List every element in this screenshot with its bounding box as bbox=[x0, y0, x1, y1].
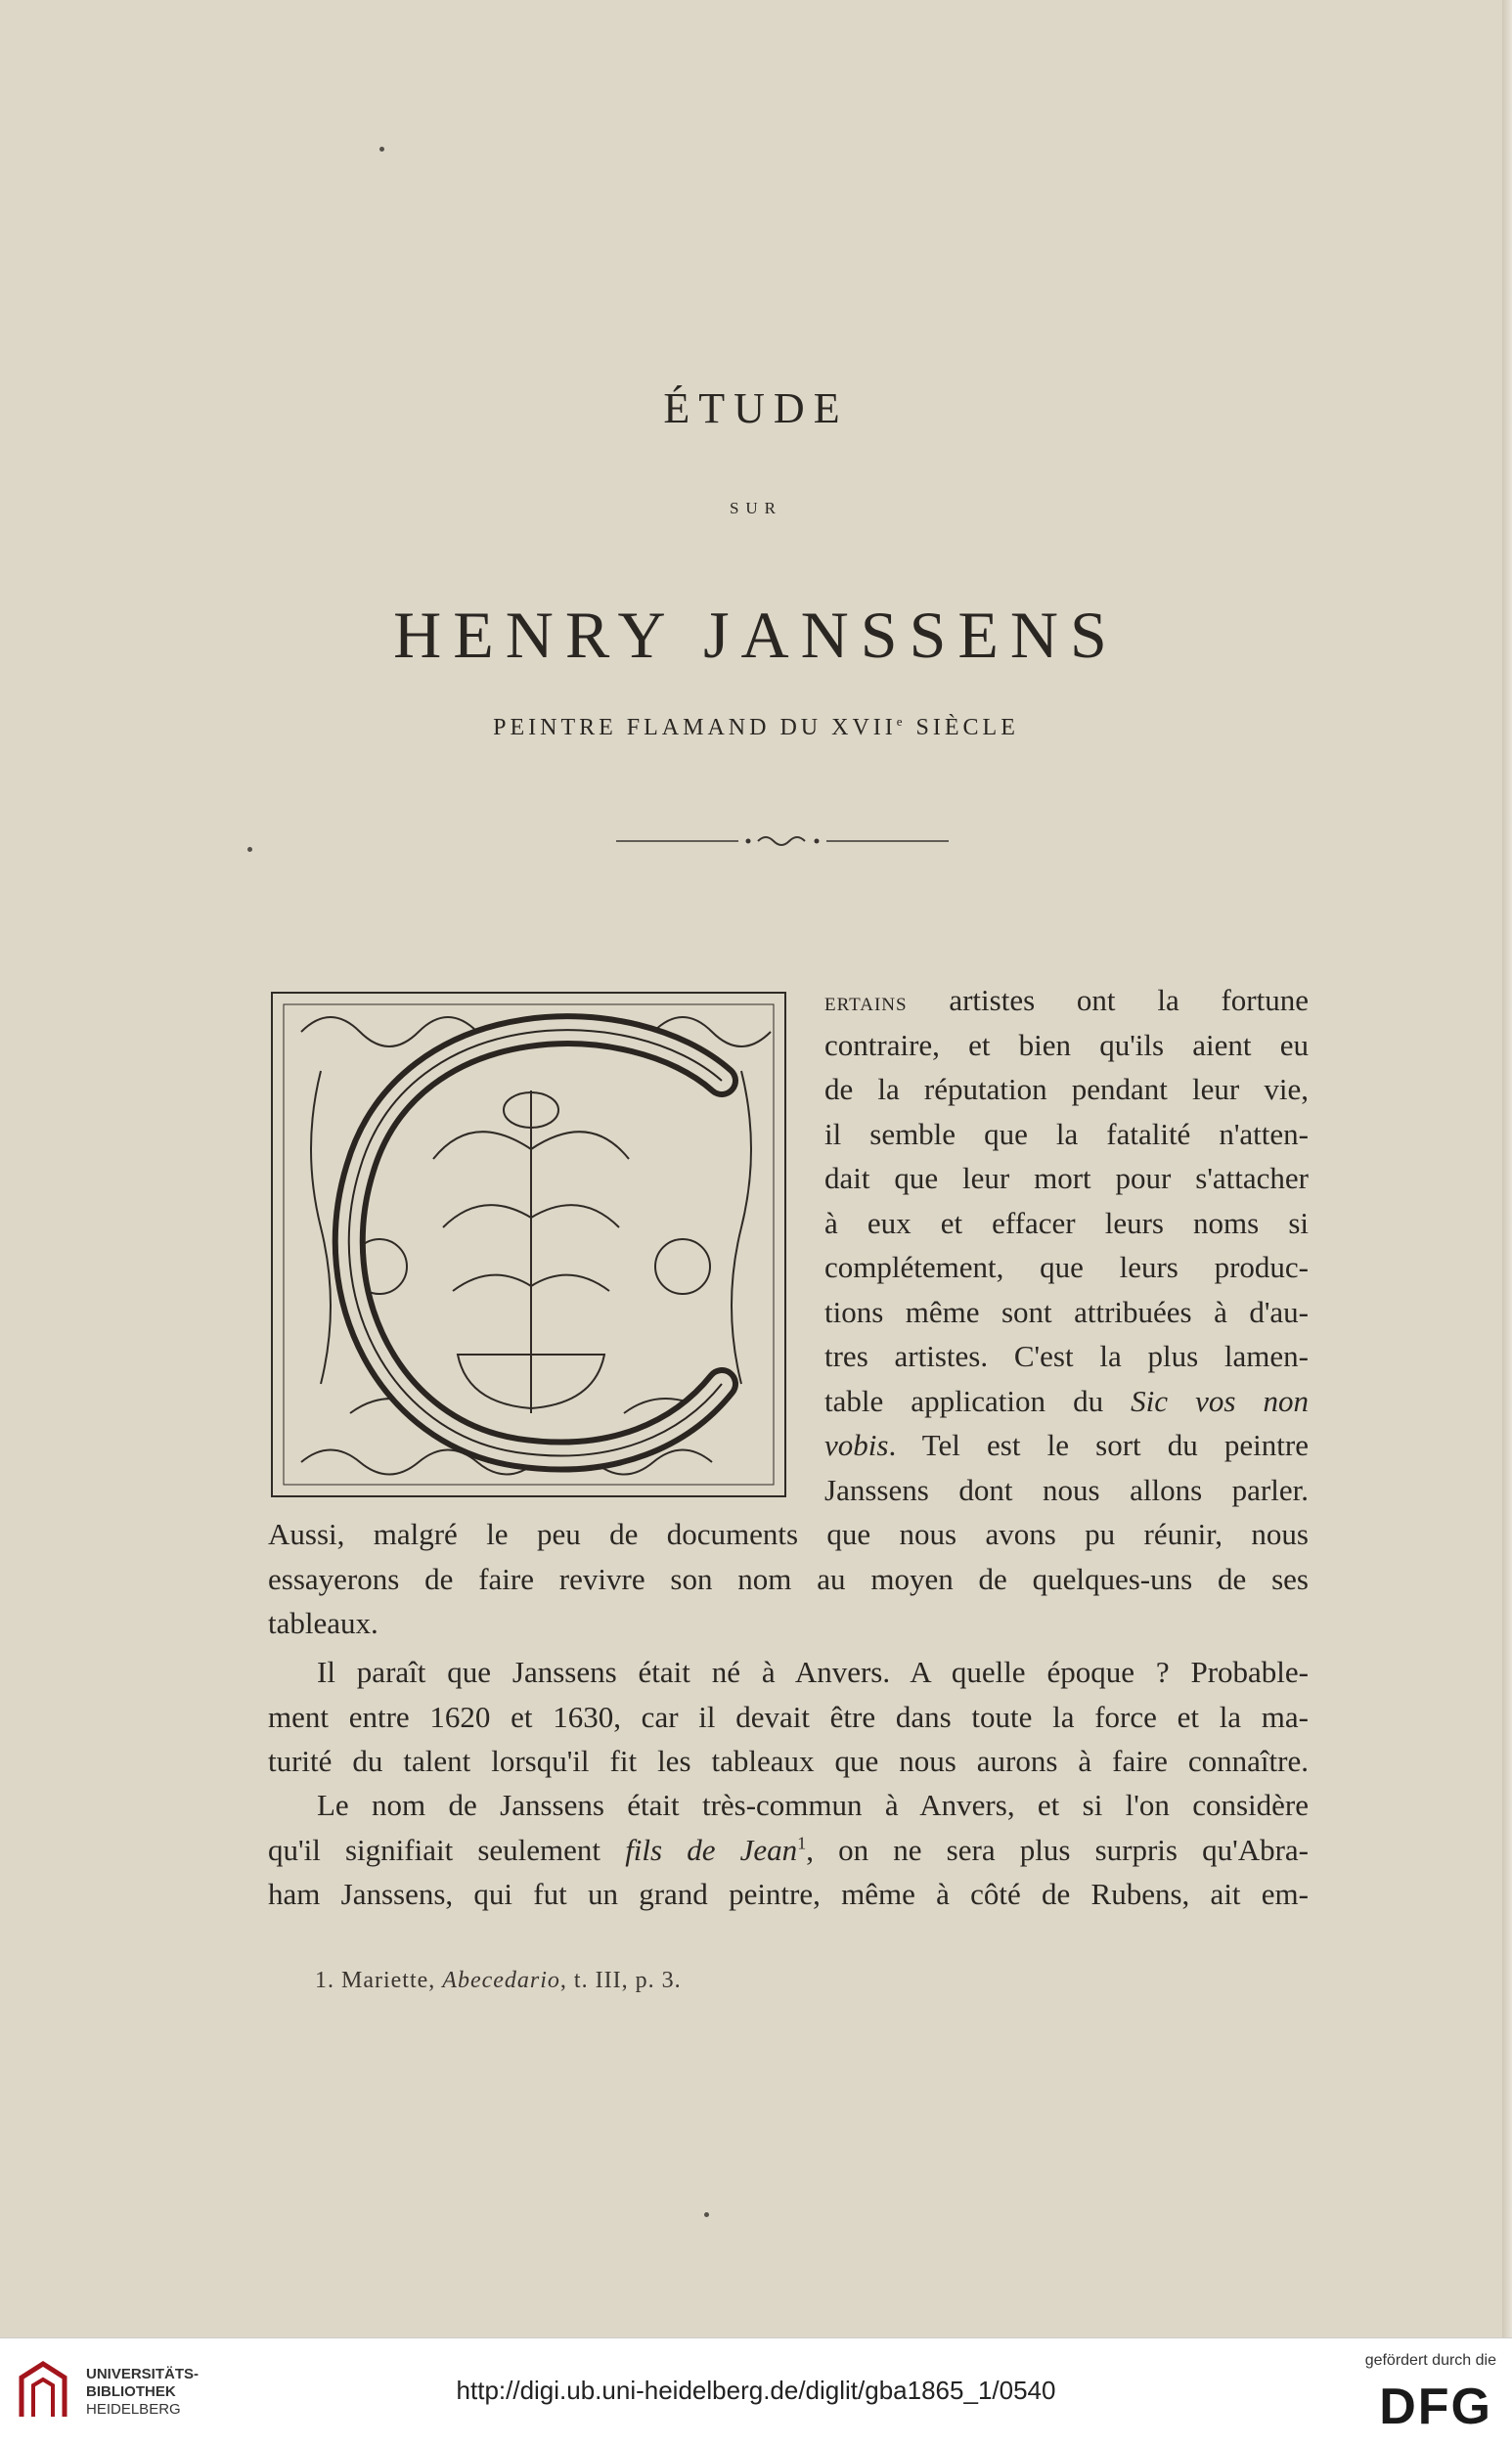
footnote: 1. Mariette, Abecedario, t. III, p. 3. bbox=[315, 1968, 682, 1993]
page-edge bbox=[1502, 0, 1512, 2337]
funded-by-label: gefördert durch die bbox=[1364, 2352, 1496, 2369]
speck bbox=[379, 147, 384, 152]
text-line: Janssens dont nous allons parler. bbox=[824, 1472, 1309, 1507]
decorated-initial-c-icon bbox=[262, 973, 800, 1516]
text-line: de la réputation pendant leur vie, bbox=[824, 1072, 1309, 1106]
text-line: ham Janssens, qui fut un grand peintre, même à côté de Rubens, ait em- bbox=[268, 1877, 1309, 1911]
text-line: Le nom de Janssens était très-commun à Anvers, et si l'on considère bbox=[317, 1788, 1309, 1822]
text-line: tableaux. bbox=[268, 1606, 378, 1640]
speck bbox=[704, 2212, 709, 2217]
paragraph-3 bbox=[268, 1783, 1309, 1917]
paragraph-1-column bbox=[824, 978, 1309, 1512]
permalink-url[interactable]: http://digi.ub.uni-heidelberg.de/diglit/gba1865_1/0540 bbox=[456, 2376, 1056, 2405]
text-line: Il paraît que Janssens était né à Anvers. A quelle époque ? Probable- bbox=[317, 1655, 1309, 1689]
text-line: ertains artistes ont la fortune bbox=[824, 983, 1309, 1017]
text-line: il semble que la fatalité n'atten- bbox=[824, 1116, 1309, 1151]
text-line: ment entre 1620 et 1630, car il devait être dans toute la force et la ma- bbox=[268, 1699, 1309, 1734]
title-ornament-icon bbox=[616, 831, 949, 851]
speck bbox=[247, 847, 252, 852]
text-line: complétement, que leurs produc- bbox=[824, 1250, 1309, 1284]
title-sur: SUR bbox=[729, 499, 783, 517]
title-name: HENRY JANSSENS bbox=[393, 598, 1119, 672]
library-name: UNIVERSITÄTS- BIBLIOTHEK HEIDELBERG bbox=[86, 2366, 200, 2418]
text-line: Aussi, malgré le peu de documents que nous avons pu réunir, nous bbox=[268, 1517, 1309, 1551]
text-line: vobis. Tel est le sort du peintre bbox=[824, 1428, 1309, 1462]
title-etude: ÉTUDE bbox=[663, 384, 849, 432]
paragraph-2 bbox=[268, 1650, 1309, 1784]
text-line: tions même sont attribuées à d'au- bbox=[824, 1294, 1309, 1329]
text-line: à eux et effacer leurs noms si bbox=[824, 1205, 1309, 1240]
text-line: essayerons de faire revivre son nom au moyen de quelques-uns de ses bbox=[268, 1561, 1309, 1596]
text-line: qu'il signifiait seulement fils de Jean$^1$, on ne sera plus surpris qu'Abra- bbox=[268, 1832, 1309, 1867]
title-subtitle: PEINTRE FLAMAND DU XVIIe SIÈCLE bbox=[493, 714, 1019, 740]
paragraph-1-continuation bbox=[268, 1512, 1309, 1646]
text-line: contraire, et bien qu'ils aient eu bbox=[824, 1027, 1309, 1062]
text-line: tres artistes. C'est la plus lamen- bbox=[824, 1339, 1309, 1373]
text-line: dait que leur mort pour s'attacher bbox=[824, 1161, 1309, 1195]
dfg-logo[interactable]: DFG bbox=[1379, 2379, 1492, 2435]
text-line: turité du talent lorsqu'il fit les tableaux que nous aurons à faire connaître. bbox=[268, 1744, 1309, 1778]
text-line: table application du Sic vos non bbox=[824, 1383, 1309, 1418]
viewer-footer bbox=[0, 2337, 1512, 2446]
